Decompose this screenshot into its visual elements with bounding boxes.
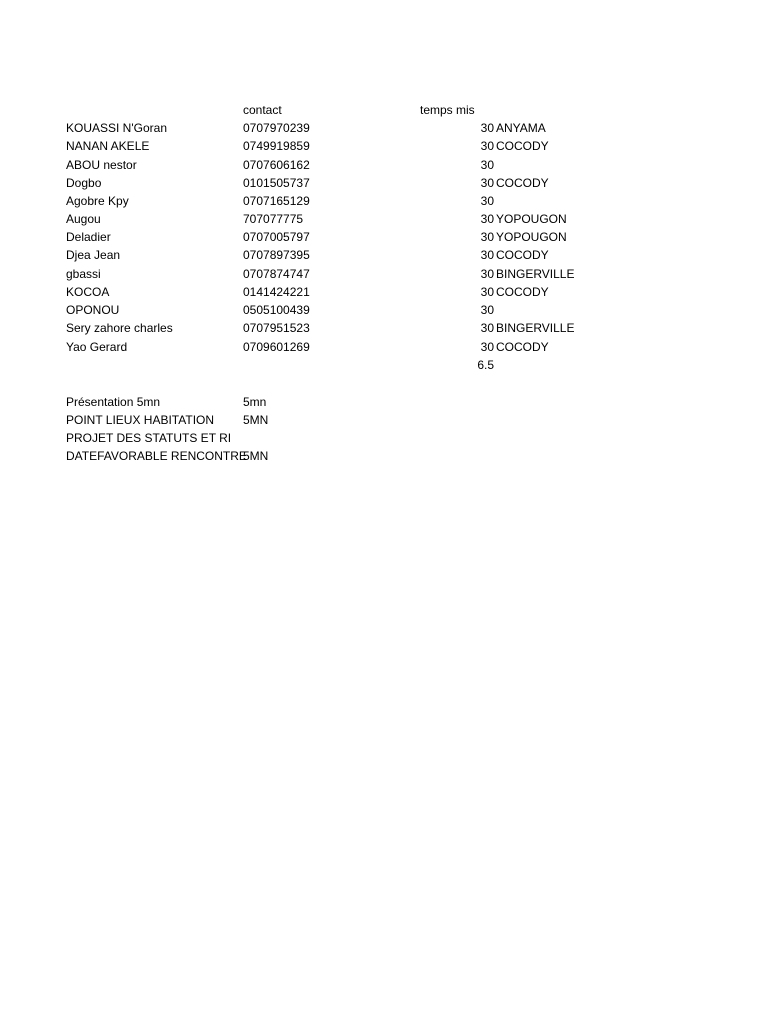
member-contact: 0707897395 <box>243 248 310 262</box>
member-place: COCODY <box>496 139 549 153</box>
table-row <box>0 246 768 264</box>
member-name: ABOU nestor <box>66 158 137 172</box>
member-contact: 0707606162 <box>243 158 310 172</box>
table-row <box>0 283 768 301</box>
member-contact: 0101505737 <box>243 176 310 190</box>
member-name: Djea Jean <box>66 248 121 262</box>
table-row <box>0 338 768 356</box>
agenda-item: PROJET DES STATUTS ET RI <box>66 431 232 445</box>
member-name: NANAN AKELE <box>66 139 150 153</box>
table-row <box>0 228 768 246</box>
table-row <box>0 119 768 137</box>
member-contact: 0707165129 <box>243 194 310 208</box>
agenda-row <box>0 429 768 447</box>
agenda-duration: 5MN <box>243 449 269 463</box>
table-row <box>0 192 768 210</box>
member-place: COCODY <box>496 248 549 262</box>
member-name: KOUASSI N'Goran <box>66 121 167 135</box>
agenda-row <box>0 447 768 465</box>
member-name: Sery zahore charles <box>66 321 173 335</box>
table-row <box>0 210 768 228</box>
member-contact: 0707970239 <box>243 121 310 135</box>
member-contact: 0749919859 <box>243 139 310 153</box>
member-temps: 30 <box>480 176 494 190</box>
member-place: COCODY <box>496 176 549 190</box>
member-contact: 0505100439 <box>243 303 310 317</box>
member-name: Augou <box>66 212 101 226</box>
table-row <box>0 156 768 174</box>
member-place: ANYAMA <box>496 121 546 135</box>
member-temps: 30 <box>480 194 494 208</box>
agenda-duration: 5mn <box>243 395 267 409</box>
member-place: YOPOUGON <box>496 230 567 244</box>
member-name: Agobre Kpy <box>66 194 129 208</box>
table-row <box>0 174 768 192</box>
header-contact: contact <box>243 103 282 117</box>
member-name: Dogbo <box>66 176 102 190</box>
member-name: Deladier <box>66 230 111 244</box>
member-temps: 30 <box>480 212 494 226</box>
table-row <box>0 265 768 283</box>
member-temps: 30 <box>480 303 494 317</box>
table-row <box>0 301 768 319</box>
header-temps-mis: temps mis <box>420 103 475 117</box>
agenda-item: POINT LIEUX HABITATION <box>66 413 215 427</box>
member-name: gbassi <box>66 267 101 281</box>
total-row <box>0 356 768 374</box>
member-contact: 0141424221 <box>243 285 310 299</box>
member-temps: 30 <box>480 340 494 354</box>
member-contact: 0707951523 <box>243 321 310 335</box>
member-place: COCODY <box>496 285 549 299</box>
member-contact: 0707005797 <box>243 230 310 244</box>
member-temps: 30 <box>480 139 494 153</box>
member-name: Yao Gerard <box>66 340 128 354</box>
member-temps: 30 <box>480 158 494 172</box>
member-place: BINGERVILLE <box>496 321 575 335</box>
agenda-row <box>0 411 768 429</box>
total-value: 6.5 <box>477 358 494 372</box>
agenda-duration: 5MN <box>243 413 269 427</box>
member-temps: 30 <box>480 285 494 299</box>
header-row <box>0 101 768 119</box>
member-place: YOPOUGON <box>496 212 567 226</box>
member-temps: 30 <box>480 248 494 262</box>
agenda-item: DATEFAVORABLE RENCONTRE <box>66 449 247 463</box>
member-place: COCODY <box>496 340 549 354</box>
member-temps: 30 <box>480 121 494 135</box>
member-name: KOCOA <box>66 285 110 299</box>
table-row <box>0 319 768 337</box>
member-contact: 0707874747 <box>243 267 310 281</box>
member-temps: 30 <box>480 321 494 335</box>
member-contact: 0709601269 <box>243 340 310 354</box>
member-place: BINGERVILLE <box>496 267 575 281</box>
member-temps: 30 <box>480 230 494 244</box>
table-row <box>0 137 768 155</box>
member-temps: 30 <box>480 267 494 281</box>
agenda-row <box>0 393 768 411</box>
agenda-item: Présentation 5mn <box>66 395 161 409</box>
member-name: OPONOU <box>66 303 120 317</box>
member-contact: 707077775 <box>243 212 304 226</box>
